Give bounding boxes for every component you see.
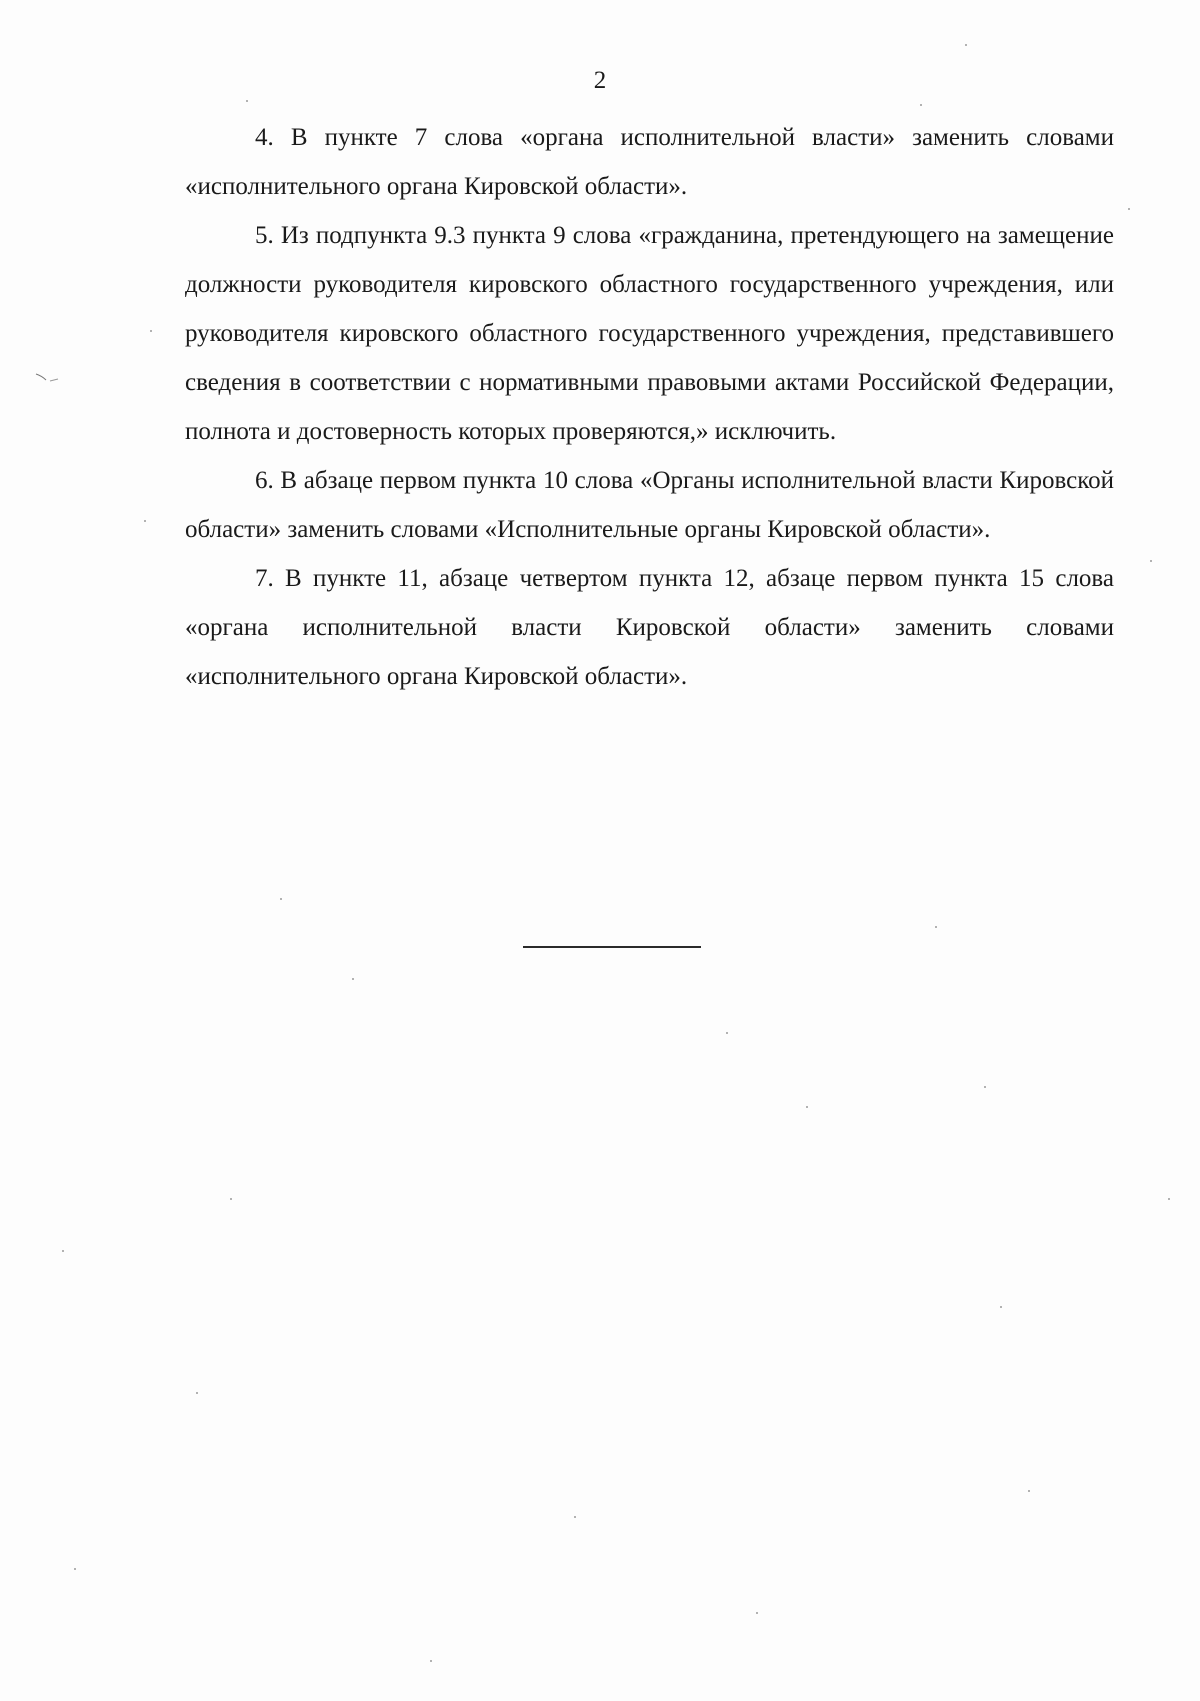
scan-speck: [984, 1086, 986, 1088]
scan-speck: [756, 1612, 758, 1614]
scan-speck: [62, 1250, 64, 1252]
scan-speck: [430, 1660, 432, 1662]
scan-speck: [806, 1106, 808, 1108]
scan-speck: [280, 898, 282, 900]
paragraph-item-5: 5. Из подпункта 9.3 пункта 9 слова «гражданина, претендующего на замещение должности руководителя кировского областного государственного учреждения, или руководителя кировского областного государственного учреждения, представившего сведения в соответствии с нормативными правовыми актами Российской Федерации, полнота и достоверность которых проверяются,» исключить.: [185, 222, 1114, 445]
closing-rule: [523, 946, 701, 948]
scan-speck: [74, 1568, 76, 1570]
scan-speck: [920, 104, 922, 106]
scan-speck: [965, 44, 967, 46]
scan-speck: [726, 1032, 728, 1034]
scan-speck: [1128, 208, 1130, 210]
scan-speck: [246, 100, 248, 102]
document-body: [185, 113, 1114, 701]
scan-speck: [144, 520, 146, 522]
scan-artifact: [34, 372, 60, 384]
paragraph-item-4: 4. В пункте 7 слова «органа исполнительной власти» заменить словами «исполнительного органа Кировской области».: [185, 124, 1114, 200]
scan-speck: [1150, 560, 1152, 562]
scan-speck: [230, 1198, 232, 1200]
scan-speck: [1028, 1490, 1030, 1492]
scan-speck: [1168, 1198, 1170, 1200]
scan-speck: [196, 1392, 198, 1394]
scan-speck: [1000, 1306, 1002, 1308]
page-number: 2: [593, 67, 607, 94]
scan-speck: [935, 926, 937, 928]
scan-speck: [352, 978, 354, 980]
paragraph-item-7: 7. В пункте 11, абзаце четвертом пункта 12, абзаце первом пункта 15 слова «органа исполнительной власти Кировской области» заменить словами «исполнительного органа Кировской области».: [185, 565, 1114, 690]
scan-speck: [574, 1516, 576, 1518]
scan-speck: [150, 330, 152, 332]
paragraph-item-6: 6. В абзаце первом пункта 10 слова «Органы исполнительной власти Кировской области» заменить словами «Исполнительные органы Кировской области».: [185, 467, 1114, 543]
